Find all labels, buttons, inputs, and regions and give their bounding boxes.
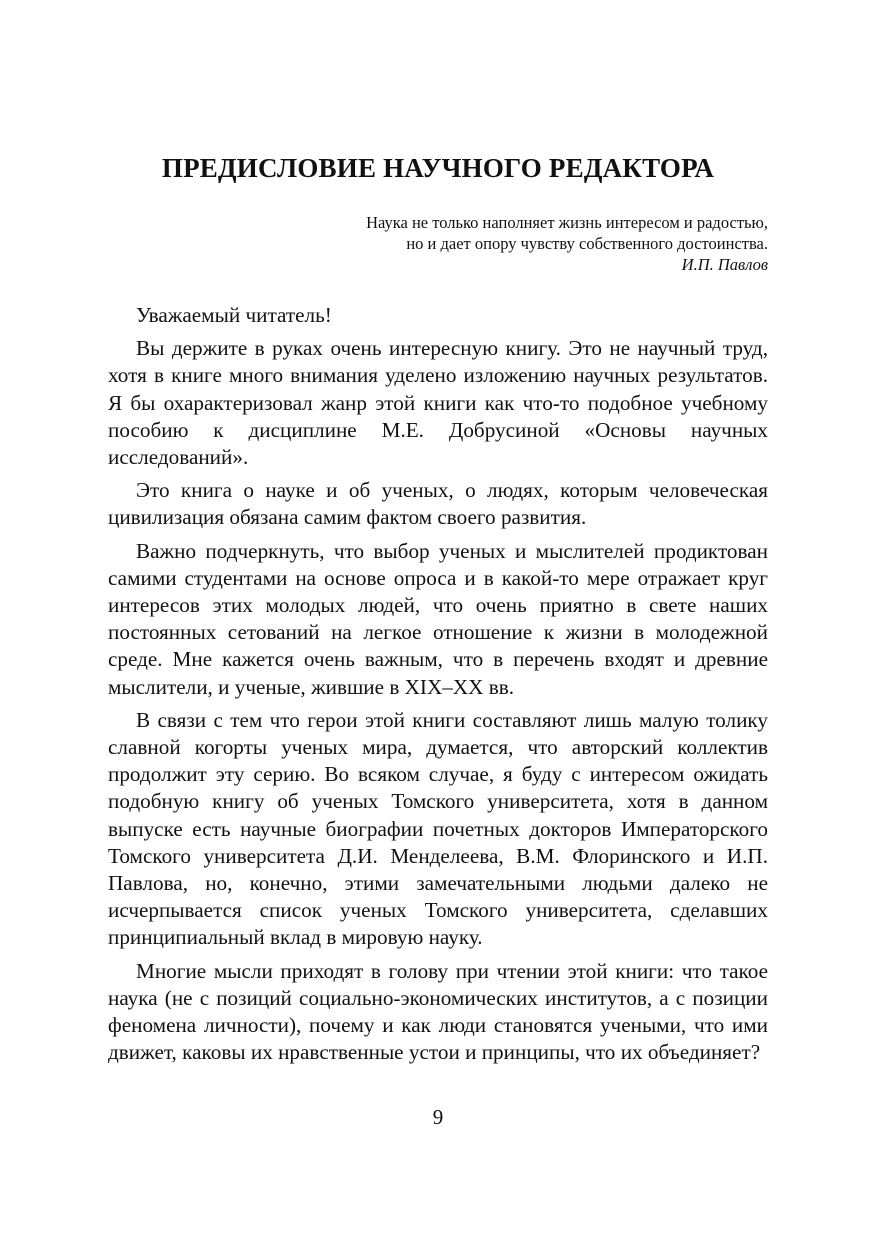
body-text [108,302,768,1072]
page-number: 9 [432,1105,444,1129]
paragraph: Это книга о науке и об ученых, о людях, которым человеческая цивилизация обязана самим фактом своего развития. [108,478,768,530]
paragraph: Многие мысли приходят в голову при чтении этой книги: что такое наука (не с позиций социально-экономических институтов, а с позиции феномена личности), почему и как люди становятся учеными, что ими движет, каковы их нравственные устои и принципы, что их объединяет? [108,958,768,1065]
epigraph-author: И.П. Павлов [681,255,768,274]
book-page [108,0,768,1240]
paragraph: В связи с тем что герои этой книги составляют лишь малую толику славной когорты ученых мира, думается, что авторский коллектив продолжит эту серию. Во всяком случае, я буду с интересом ожидать подобную книгу об ученых Томского университета, хотя в данном выпуске есть научные биографии почетных докторов Императорского Томского университета Д.И. Менделеева, В.М. Флоринского и И.П. Павлова, но, конечно, этими замечательными людьми далеко не исчерпывается список ученых Томского университета, сделавших принципиальный вклад в мировую науку. [108,707,768,950]
epigraph-line-1: Наука не только наполняет жизнь интересом и радостью, [366,213,768,232]
paragraph: Важно подчеркнуть, что выбор ученых и мыслителей продиктован самими студентами на основе опроса и в какой-то мере отражает круг интересов этих молодых людей, что очень приятно в свете наших постоянных сетований на легкое отношение к жизни в молодежной среде. Мне кажется очень важным, что в перечень входят и древние мыслители, и ученые, жившие в XIX–XX вв. [108,538,768,699]
epigraph-line-2: но и дает опору чувству собственного достоинства. [406,234,768,253]
page-title: ПРЕДИСЛОВИЕ НАУЧНОГО РЕДАКТОРА [161,153,715,183]
epigraph [208,212,768,275]
salutation: Уважаемый читатель! [136,303,332,327]
paragraph: Вы держите в руках очень интересную книгу. Это не научный труд, хотя в книге много внимания уделено изложению научных результатов. Я бы охарактеризовал жанр этой книги как что-то подобное учебному пособию к дисциплине М.Е. Добрусиной «Основы научных исследований». [108,336,768,470]
